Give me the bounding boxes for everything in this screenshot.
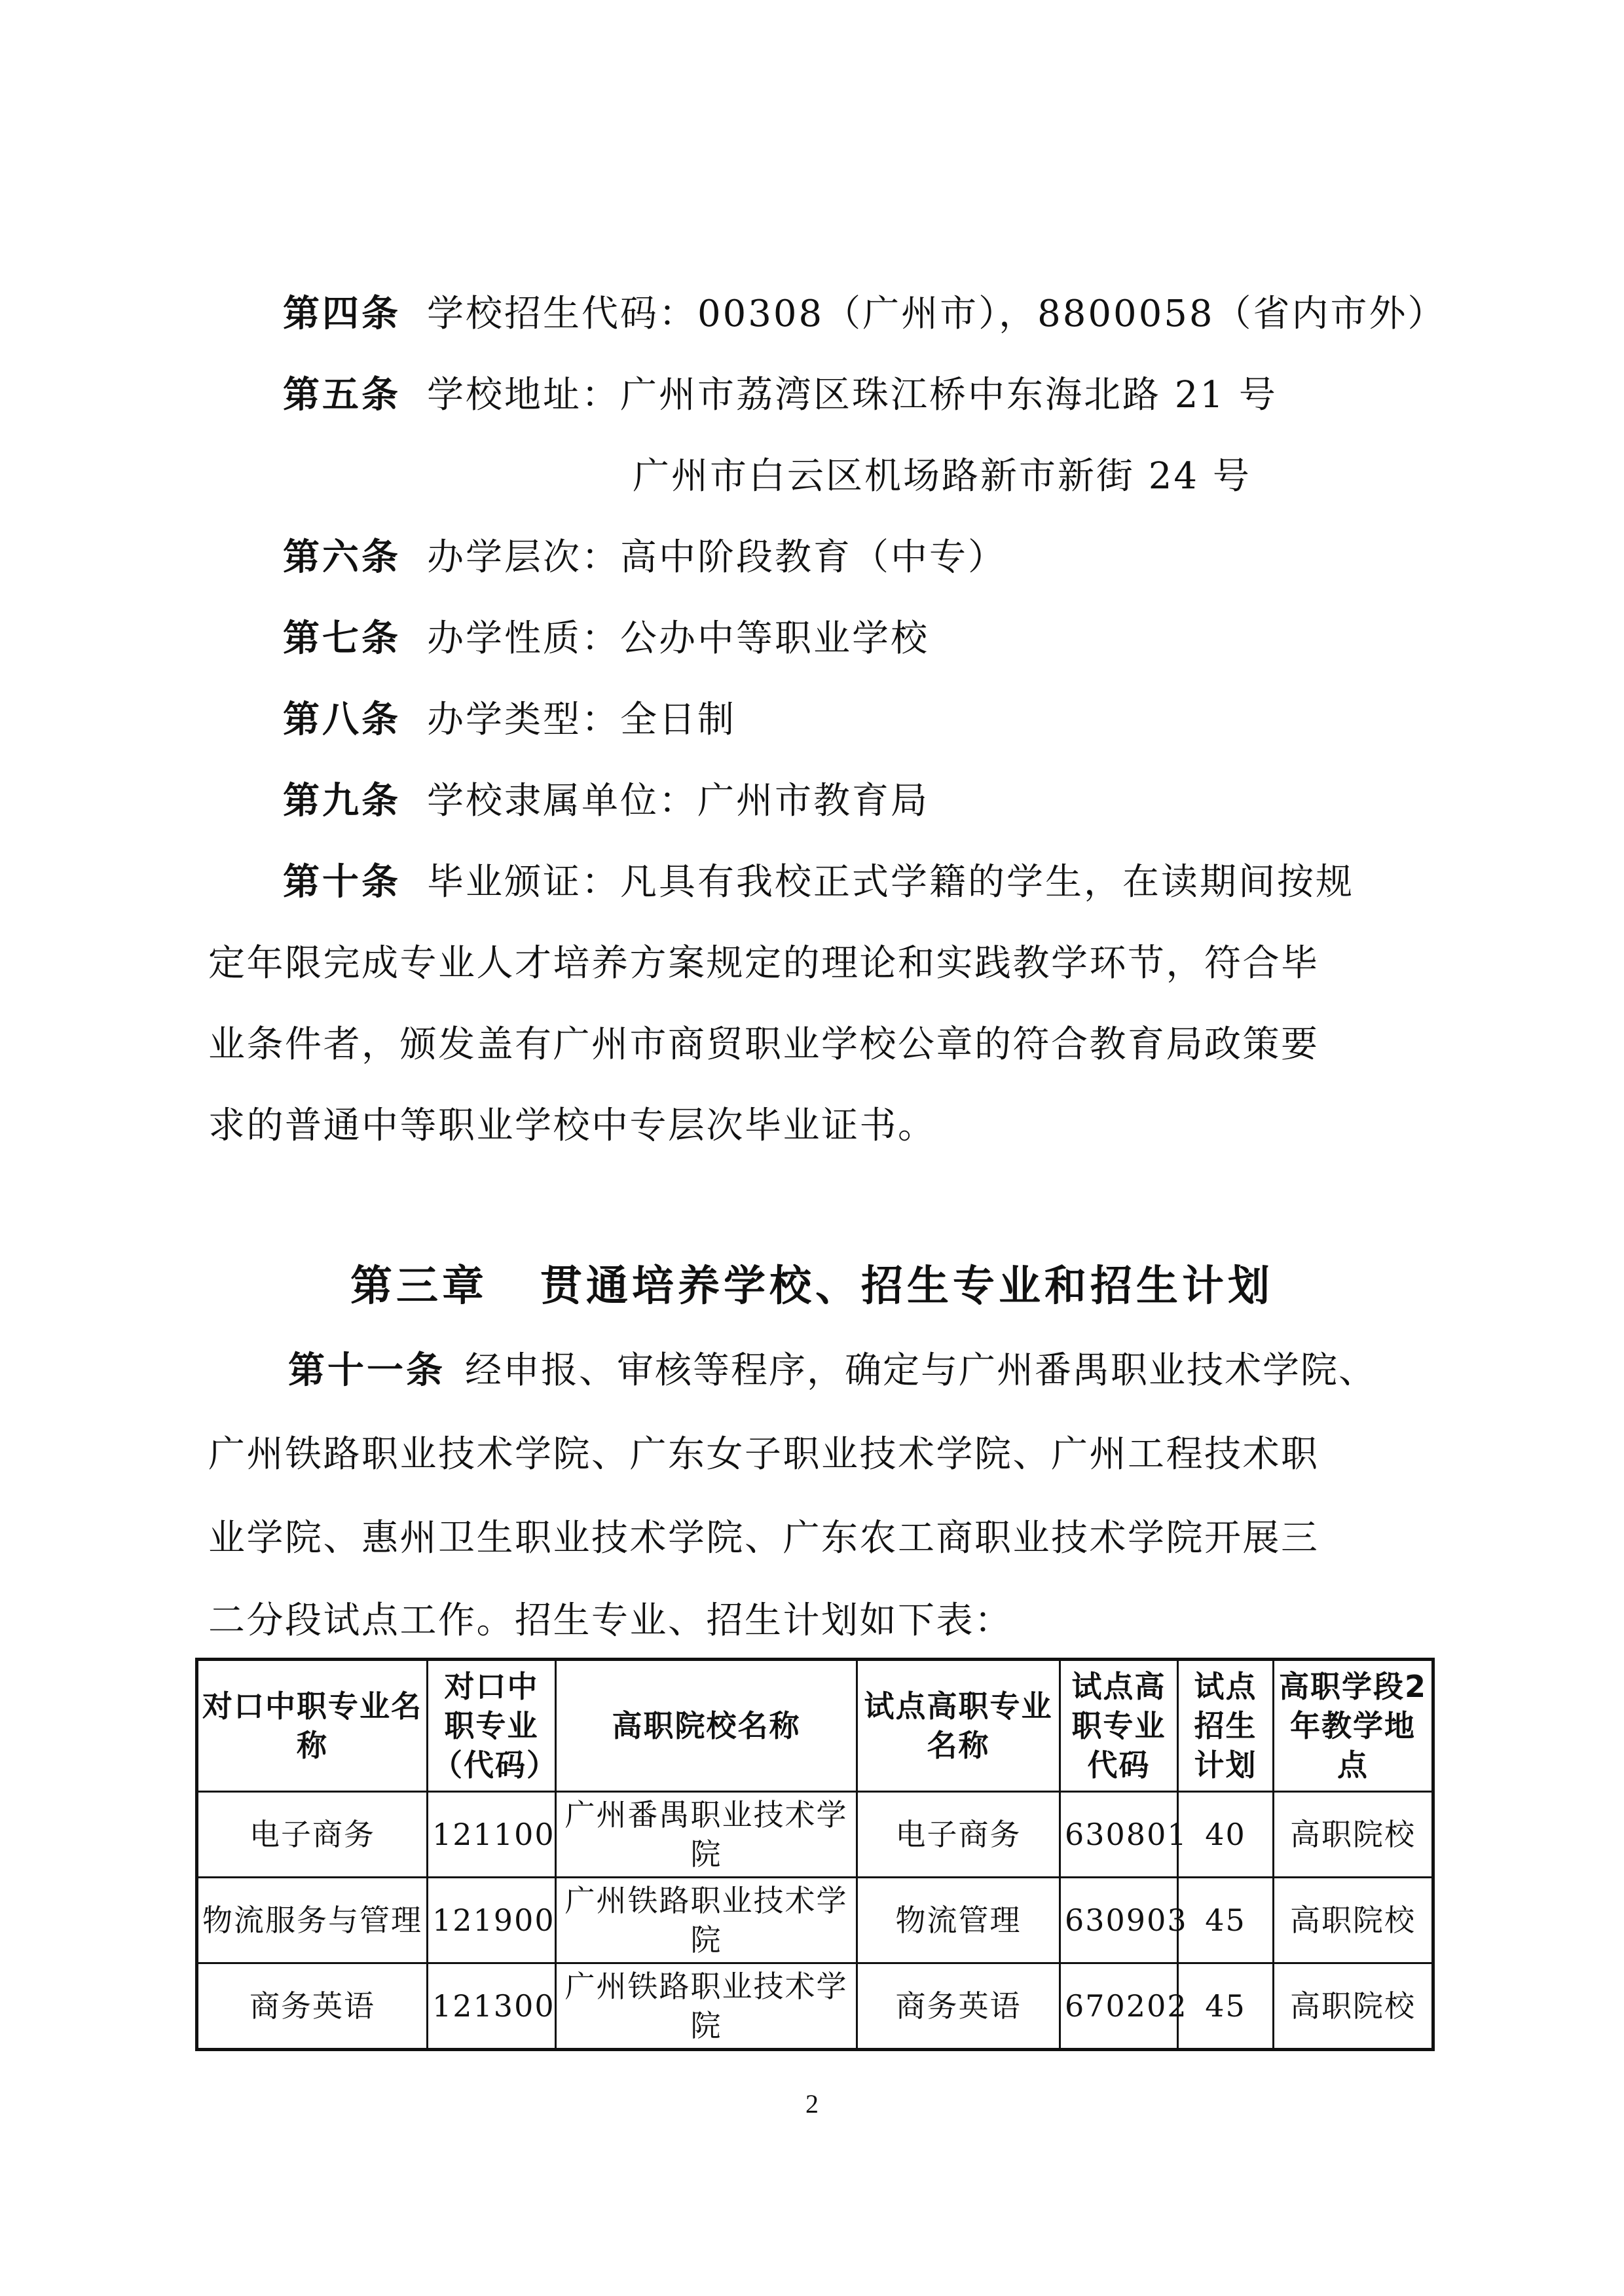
article-label: 第十条 [283, 861, 401, 903]
column-header: 对口中职专业（代码） [428, 1660, 556, 1792]
article-5 [283, 369, 1278, 422]
article-text: 经申报、审核等程序，确定与广州番禺职业技术学院、 [465, 1349, 1376, 1392]
table-cell: 物流管理 [857, 1878, 1060, 1963]
article-text: 办学类型：全日制 [427, 699, 736, 741]
article-label: 第六条 [283, 536, 401, 579]
table-header-row [197, 1660, 1433, 1792]
page-number: 2 [805, 2089, 819, 2119]
article-label: 第七条 [283, 617, 401, 660]
article-text: 学校招生代码：00308（广州市），8800058（省内市外） [427, 293, 1447, 335]
article-10 [283, 856, 1354, 909]
article-text: 学校地址：广州市荔湾区珠江桥中东海北路 21 号 [427, 374, 1278, 416]
article-label: 第九条 [283, 780, 401, 822]
column-header: 高职学段2年教学地点 [1274, 1660, 1433, 1792]
article-4 [283, 288, 1447, 340]
article-11-line-3: 业学院、惠州卫生职业技术学院、广东农工商职业技术学院开展三 [208, 1517, 1320, 1559]
article-10-line-3: 业条件者，颁发盖有广州市商贸职业学校公章的符合教育局政策要 [208, 1023, 1320, 1066]
article-10-line-4: 求的普通中等职业学校中专层次毕业证书。 [208, 1104, 936, 1147]
table-cell: 121100 [428, 1792, 556, 1878]
table-cell: 广州铁路职业技术学院 [556, 1963, 857, 2050]
table-cell: 45 [1178, 1878, 1274, 1963]
enrollment-plan-table [195, 1658, 1435, 2051]
column-header: 试点高职专业代码 [1060, 1660, 1178, 1792]
column-header: 试点招生计划 [1178, 1660, 1274, 1792]
table-cell: 高职院校 [1274, 1963, 1433, 2050]
table-cell: 121900 [428, 1878, 556, 1963]
article-text: 学校隶属单位：广州市教育局 [427, 780, 929, 822]
article-7 [283, 613, 929, 665]
article-11-line-4: 二分段试点工作。招生专业、招生计划如下表： [208, 1599, 1013, 1642]
chapter-heading [0, 1257, 1624, 1316]
table-cell: 商务英语 [197, 1963, 428, 2050]
table-cell: 121300 [428, 1963, 556, 2050]
article-5-continued [633, 450, 1251, 503]
chapter-title: 贯通培养学校、招生专业和招生计划 [540, 1262, 1274, 1311]
article-6 [283, 532, 1006, 584]
table-cell: 物流服务与管理 [197, 1878, 428, 1963]
table-row [197, 1878, 1433, 1963]
table-row [197, 1792, 1433, 1878]
article-10-line-2: 定年限完成专业人才培养方案规定的理论和实践教学环节，符合毕 [208, 942, 1320, 985]
article-11 [288, 1345, 1376, 1397]
table-cell: 高职院校 [1274, 1792, 1433, 1878]
table-cell: 广州番禺职业技术学院 [556, 1792, 857, 1878]
chapter-number: 第三章 [350, 1262, 488, 1311]
table-cell: 广州铁路职业技术学院 [556, 1878, 857, 1963]
article-text: 毕业颁证：凡具有我校正式学籍的学生，在读期间按规 [427, 861, 1354, 903]
article-label: 第五条 [283, 374, 401, 416]
article-text: 办学层次：高中阶段教育（中专） [427, 536, 1006, 579]
article-label: 第四条 [283, 293, 401, 335]
table-cell: 45 [1178, 1963, 1274, 2050]
table-cell: 电子商务 [857, 1792, 1060, 1878]
column-header: 对口中职专业名称 [197, 1660, 428, 1792]
table-cell: 670202 [1060, 1963, 1178, 2050]
article-9 [283, 775, 929, 828]
table-row [197, 1963, 1433, 2050]
table-cell: 高职院校 [1274, 1878, 1433, 1963]
table-cell: 商务英语 [857, 1963, 1060, 2050]
column-header: 试点高职专业名称 [857, 1660, 1060, 1792]
article-label: 第十一条 [288, 1349, 445, 1392]
table-cell: 630903 [1060, 1878, 1178, 1963]
column-header: 高职院校名称 [556, 1660, 857, 1792]
address-line-2: 广州市白云区机场路新市新街 24 号 [633, 455, 1251, 498]
article-label: 第八条 [283, 699, 401, 741]
table-cell: 630801 [1060, 1792, 1178, 1878]
article-8 [283, 694, 736, 746]
table-cell: 电子商务 [197, 1792, 428, 1878]
table-cell: 40 [1178, 1792, 1274, 1878]
article-text: 办学性质：公办中等职业学校 [427, 617, 929, 660]
article-11-line-2: 广州铁路职业技术学院、广东女子职业技术学院、广州工程技术职 [208, 1433, 1320, 1476]
